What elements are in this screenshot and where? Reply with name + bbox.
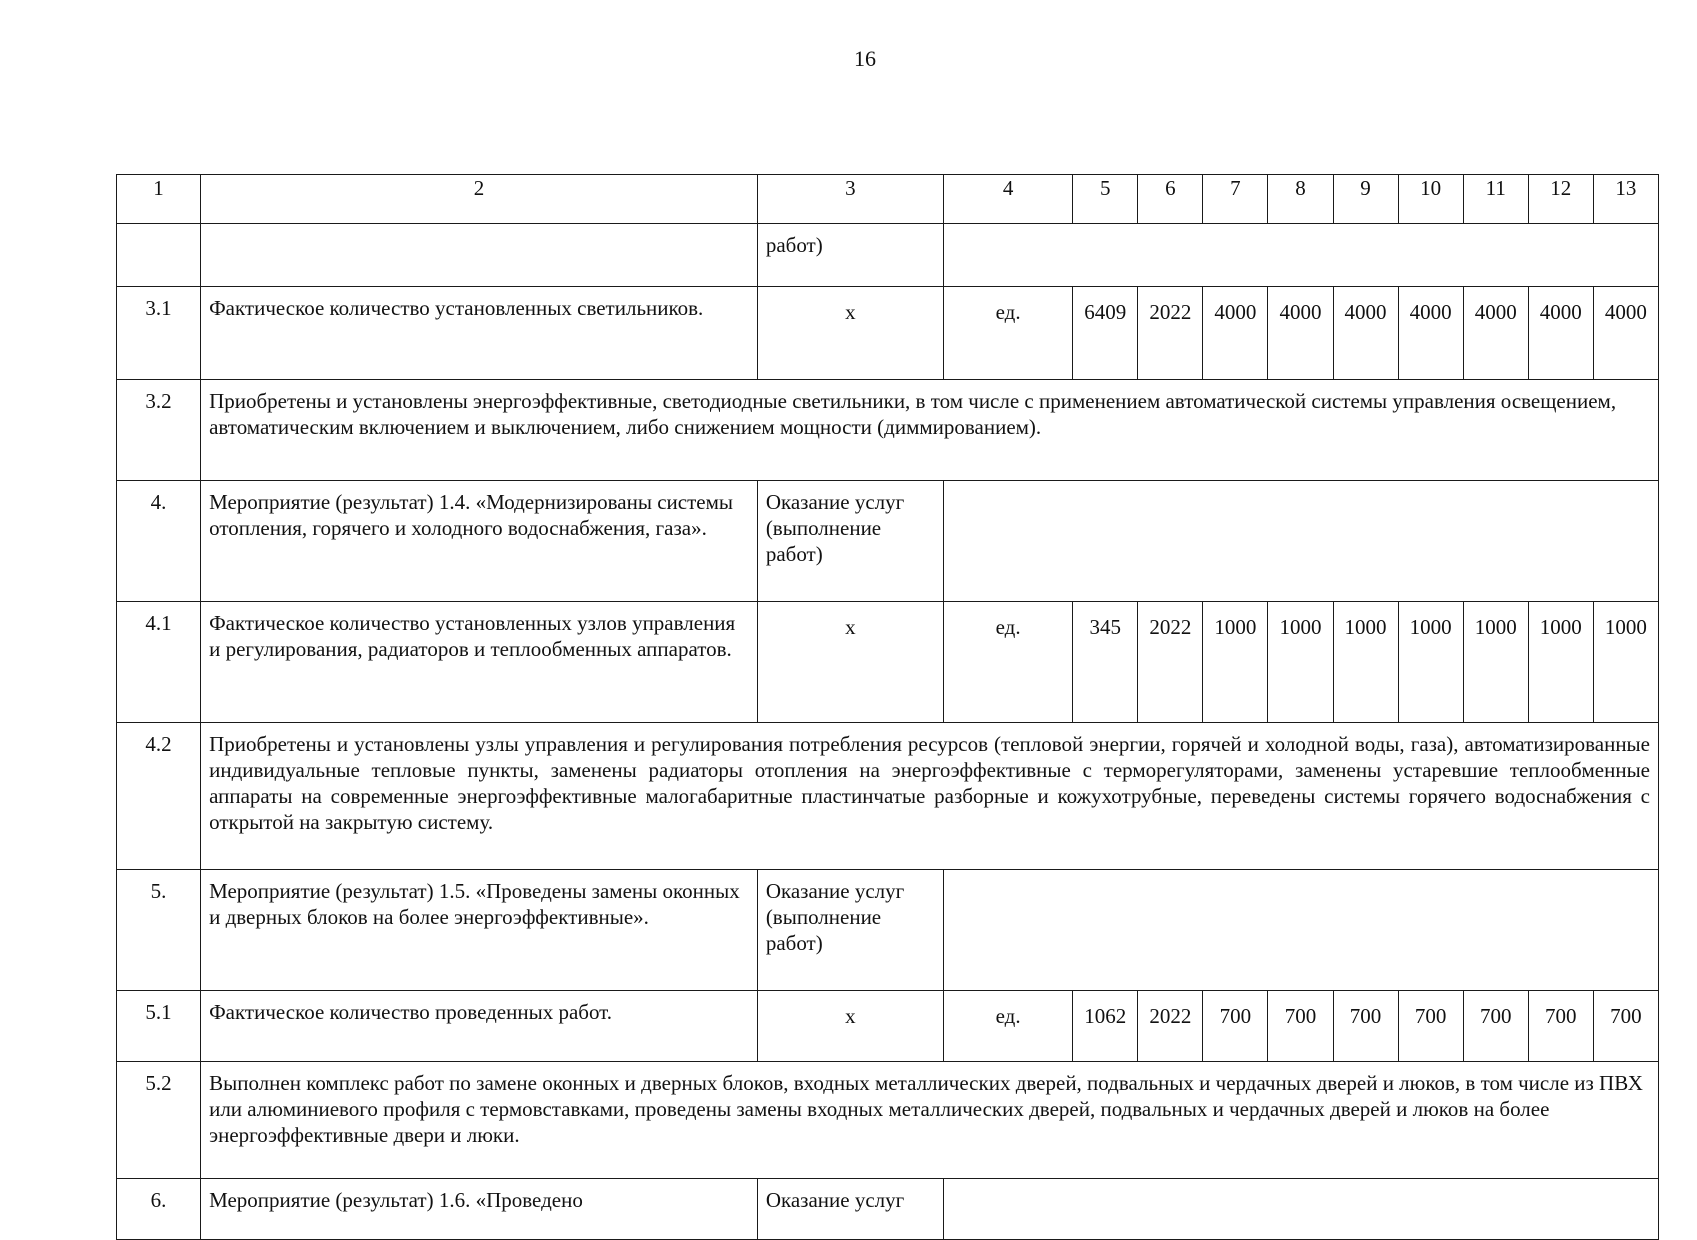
- empty-cell: [944, 870, 1659, 991]
- empty-cell: [944, 224, 1659, 287]
- indicator-name: Фактическое количество установленных узлов управления и регулирования, радиаторов и теплообменных аппаратов.: [201, 602, 758, 723]
- value-cell: 4000: [1203, 287, 1268, 380]
- value-cell: 4000: [1528, 287, 1593, 380]
- value-cell: 1000: [1268, 602, 1333, 723]
- event-name: Мероприятие (результат) 1.4. «Модернизированы системы отопления, горячего и холодного водоснабжения, газа».: [201, 481, 758, 602]
- empty-cell: [201, 224, 758, 287]
- value-cell: 4000: [1398, 287, 1463, 380]
- row-number: 3.1: [117, 287, 201, 380]
- description-text: Приобретены и установлены узлы управления и регулирования потребления ресурсов (тепловой энергии, горячей и холодной воды, газа), автоматизированные индивидуальные тепловые пункты, заменены радиаторы отопления на энергоэффективные с терморегуляторами, заменены устаревшие теплообменные аппараты на современные энергоэффективные малогабаритные пластинчатые разборные и кожухотрубные, переведены системы горячего водоснабжения с открытой на закрытую систему.: [201, 723, 1659, 870]
- empty-cell: [944, 1179, 1659, 1240]
- event-row-5: [117, 870, 1659, 991]
- value-cell: 700: [1268, 991, 1333, 1062]
- type-cell: х: [757, 991, 943, 1062]
- value-cell: 700: [1398, 991, 1463, 1062]
- value-cell: 2022: [1138, 991, 1203, 1062]
- header-cell: 9: [1333, 175, 1398, 224]
- value-cell: 2022: [1138, 602, 1203, 723]
- type-cell: Оказание услуг (выполнение работ): [757, 870, 943, 991]
- value-cell: 700: [1203, 991, 1268, 1062]
- type-cell: Оказание услуг: [757, 1179, 943, 1240]
- event-row-4: [117, 481, 1659, 602]
- value-cell: 4000: [1268, 287, 1333, 380]
- row-number: 4.2: [117, 723, 201, 870]
- event-name: Мероприятие (результат) 1.6. «Проведено: [201, 1179, 758, 1240]
- row-number: 4.: [117, 481, 201, 602]
- unit-cell: ед.: [944, 287, 1073, 380]
- indicator-row-4-1: [117, 602, 1659, 723]
- measures-table: [116, 174, 1659, 1240]
- row-number: 5.1: [117, 991, 201, 1062]
- description-row-5-2: [117, 1062, 1659, 1179]
- empty-cell: [117, 224, 201, 287]
- row-number: 5.: [117, 870, 201, 991]
- header-row: [117, 175, 1659, 224]
- value-cell: 6409: [1073, 287, 1138, 380]
- event-row-6: [117, 1179, 1659, 1240]
- description-row-4-2: [117, 723, 1659, 870]
- value-cell: 1000: [1463, 602, 1528, 723]
- event-name: Мероприятие (результат) 1.5. «Проведены замены оконных и дверных блоков на более энергоэффективные».: [201, 870, 758, 991]
- value-cell: 700: [1528, 991, 1593, 1062]
- header-cell: 8: [1268, 175, 1333, 224]
- indicator-row-3-1: [117, 287, 1659, 380]
- empty-cell: [944, 481, 1659, 602]
- continuation-row: [117, 224, 1659, 287]
- type-cell: работ): [757, 224, 943, 287]
- header-cell: 2: [201, 175, 758, 224]
- value-cell: 4000: [1593, 287, 1658, 380]
- indicator-name: Фактическое количество проведенных работ.: [201, 991, 758, 1062]
- header-cell: 6: [1138, 175, 1203, 224]
- header-cell: 12: [1528, 175, 1593, 224]
- unit-cell: ед.: [944, 991, 1073, 1062]
- header-cell: 5: [1073, 175, 1138, 224]
- type-cell: х: [757, 287, 943, 380]
- description-text: Выполнен комплекс работ по замене оконных и дверных блоков, входных металлических дверей, подвальных и чердачных дверей и люков, в том числе из ПВХ или алюминиевого профиля с термовставками, проведены замены входных металлических дверей, подвальных и чердачных дверей и люков на более энергоэффективные двери и люки.: [201, 1062, 1659, 1179]
- header-cell: 1: [117, 175, 201, 224]
- value-cell: 1000: [1333, 602, 1398, 723]
- header-cell: 4: [944, 175, 1073, 224]
- header-cell: 3: [757, 175, 943, 224]
- indicator-row-5-1: [117, 991, 1659, 1062]
- row-number: 6.: [117, 1179, 201, 1240]
- header-cell: 7: [1203, 175, 1268, 224]
- value-cell: 345: [1073, 602, 1138, 723]
- row-number: 3.2: [117, 380, 201, 481]
- value-cell: 700: [1463, 991, 1528, 1062]
- value-cell: 4000: [1333, 287, 1398, 380]
- value-cell: 4000: [1463, 287, 1528, 380]
- type-cell: Оказание услуг (выполнение работ): [757, 481, 943, 602]
- value-cell: 2022: [1138, 287, 1203, 380]
- row-number: 5.2: [117, 1062, 201, 1179]
- header-cell: 10: [1398, 175, 1463, 224]
- type-cell: х: [757, 602, 943, 723]
- value-cell: 700: [1333, 991, 1398, 1062]
- description-row-3-2: [117, 380, 1659, 481]
- header-cell: 13: [1593, 175, 1658, 224]
- value-cell: 1000: [1203, 602, 1268, 723]
- row-number: 4.1: [117, 602, 201, 723]
- value-cell: 1000: [1528, 602, 1593, 723]
- indicator-name: Фактическое количество установленных светильников.: [201, 287, 758, 380]
- value-cell: 1062: [1073, 991, 1138, 1062]
- value-cell: 1000: [1593, 602, 1658, 723]
- header-cell: 11: [1463, 175, 1528, 224]
- description-text: Приобретены и установлены энергоэффективные, светодиодные светильники, в том числе с применением автоматической системы управления освещением, автоматическим включением и выключением, либо снижением мощности (диммированием).: [201, 380, 1659, 481]
- unit-cell: ед.: [944, 602, 1073, 723]
- value-cell: 700: [1593, 991, 1658, 1062]
- page-number: 16: [854, 46, 876, 71]
- value-cell: 1000: [1398, 602, 1463, 723]
